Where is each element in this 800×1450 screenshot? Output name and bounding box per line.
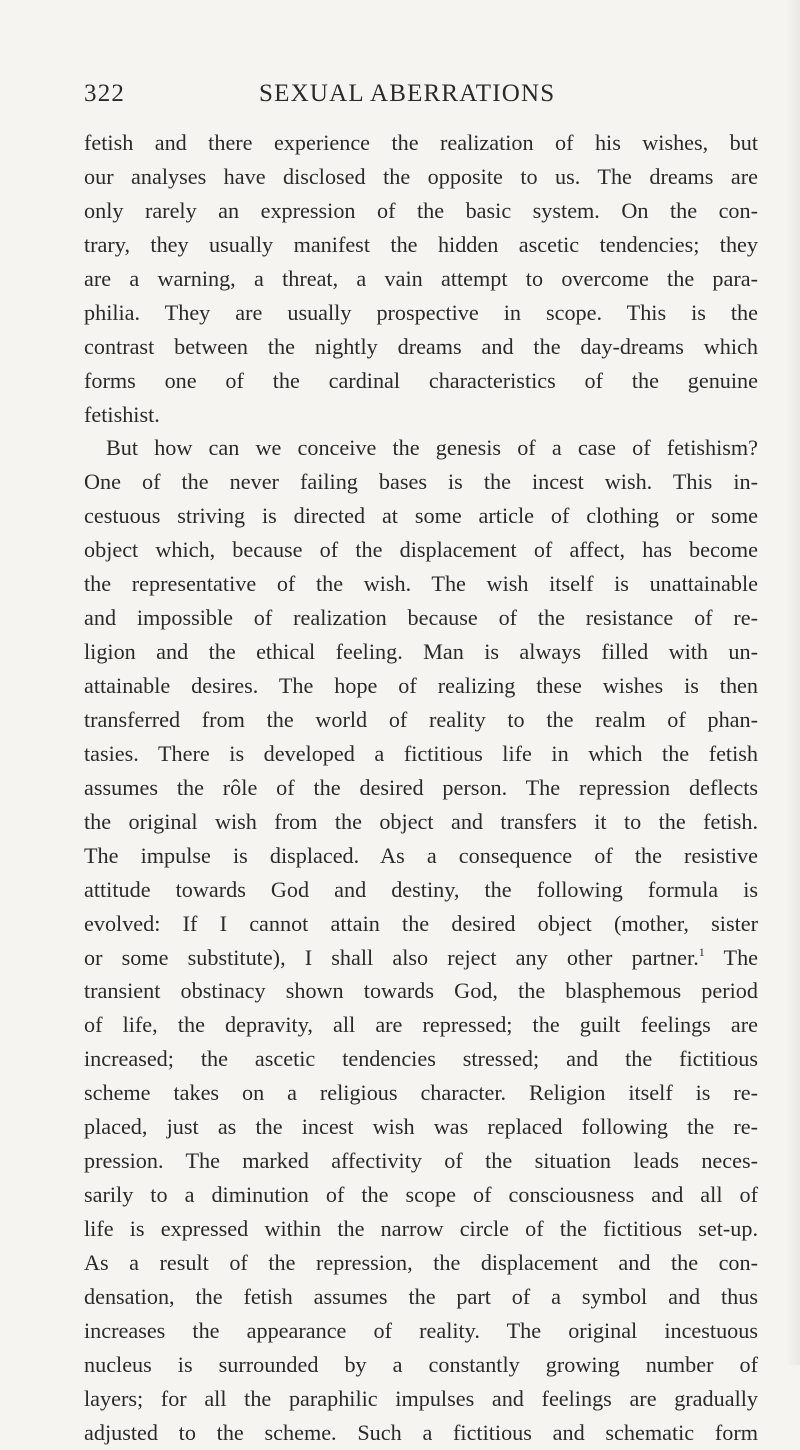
text-line: attitude towards God and destiny, the following formula is xyxy=(84,876,758,902)
text-line: forms one of the cardinal characteristics of the genuine xyxy=(84,367,758,393)
text-line: densation, the fetish assumes the part of a symbol and thus xyxy=(84,1283,758,1309)
text-line: transferred from the world of reality to the realm of phan- xyxy=(84,706,758,732)
text-line: tasies. There is developed a fictitious life in which the fetish xyxy=(84,740,758,766)
text-line: attainable desires. The hope of realizing these wishes is then xyxy=(84,673,758,698)
text-line: sarily to a diminution of the scope of consciousness and all of xyxy=(84,1182,758,1208)
text-line-end: The xyxy=(723,944,759,970)
text-line: pression. The marked affectivity of the situation leads neces- xyxy=(84,1148,758,1174)
text-line: cestuous striving is directed at some article of clothing or some xyxy=(84,503,758,529)
text-line: our analyses have disclosed the opposite to us. The dreams are xyxy=(84,163,758,189)
text-line: As a result of the repression, the displacement and the con- xyxy=(84,1249,758,1275)
running-title: SEXUAL ABERRATIONS xyxy=(259,80,556,107)
page-edge-shadow xyxy=(786,0,800,1365)
page-number: 322 xyxy=(84,80,126,107)
footnote-marker: 1 xyxy=(698,944,705,959)
text-line: object which, because of the displacement of affect, has become xyxy=(84,537,758,563)
text-line: nucleus is surrounded by a constantly growing number of xyxy=(84,1351,758,1377)
text-line: increased; the ascetic tendencies stressed; and the fictitious xyxy=(84,1046,758,1072)
text-line: are a warning, a threat, a vain attempt to overcome the para- xyxy=(84,265,758,291)
running-head xyxy=(84,80,758,114)
text-line: contrast between the nightly dreams and the day-dreams which xyxy=(84,333,758,359)
text-line: But how can we conceive the genesis of a case of fetishism? xyxy=(106,435,758,461)
text-line: life is expressed within the narrow circle of the fictitious set-up. xyxy=(84,1216,758,1241)
text-line: philia. They are usually prospective in scope. This is the xyxy=(84,299,758,325)
text-line: of life, the depravity, all are repressed; the guilt feelings are xyxy=(84,1012,758,1038)
text-line: assumes the rôle of the desired person. The repression deflects xyxy=(84,774,758,800)
text-line: fetishist. xyxy=(84,401,160,427)
text-line: layers; for all the paraphilic impulses and feelings are gradually xyxy=(84,1385,758,1411)
text-line: fetish and there experience the realization of his wishes, but xyxy=(84,130,758,155)
text-line: One of the never failing bases is the incest wish. This in- xyxy=(84,469,758,495)
text-line-with-footnote xyxy=(84,941,758,975)
text-line: evolved: If I cannot attain the desired object (mother, sister xyxy=(84,910,758,936)
text-line: transient obstinacy shown towards God, the blasphemous period xyxy=(84,978,758,1004)
text-line: the original wish from the object and transfers it to the fetish. xyxy=(84,808,758,834)
text-line: The impulse is displaced. As a consequence of the resistive xyxy=(84,842,758,868)
text-line: placed, just as the incest wish was replaced following the re- xyxy=(84,1114,758,1140)
text-line: ligion and the ethical feeling. Man is always filled with un- xyxy=(84,639,758,665)
text-line: trary, they usually manifest the hidden ascetic tendencies; they xyxy=(84,231,758,257)
text-line: only rarely an expression of the basic system. On the con- xyxy=(84,197,758,223)
text-line: and impossible of realization because of the resistance of re- xyxy=(84,605,758,631)
text-line: adjusted to the scheme. Such a fictitious and schematic form xyxy=(84,1419,758,1445)
text-line-start: or some substitute), I shall also reject any other partner. xyxy=(84,944,699,970)
text-line: scheme takes on a religious character. Religion itself is re- xyxy=(84,1080,758,1106)
body-text xyxy=(84,126,758,1450)
text-line: increases the appearance of reality. The original incestuous xyxy=(84,1317,758,1343)
text-line: the representative of the wish. The wish itself is unattainable xyxy=(84,571,758,597)
